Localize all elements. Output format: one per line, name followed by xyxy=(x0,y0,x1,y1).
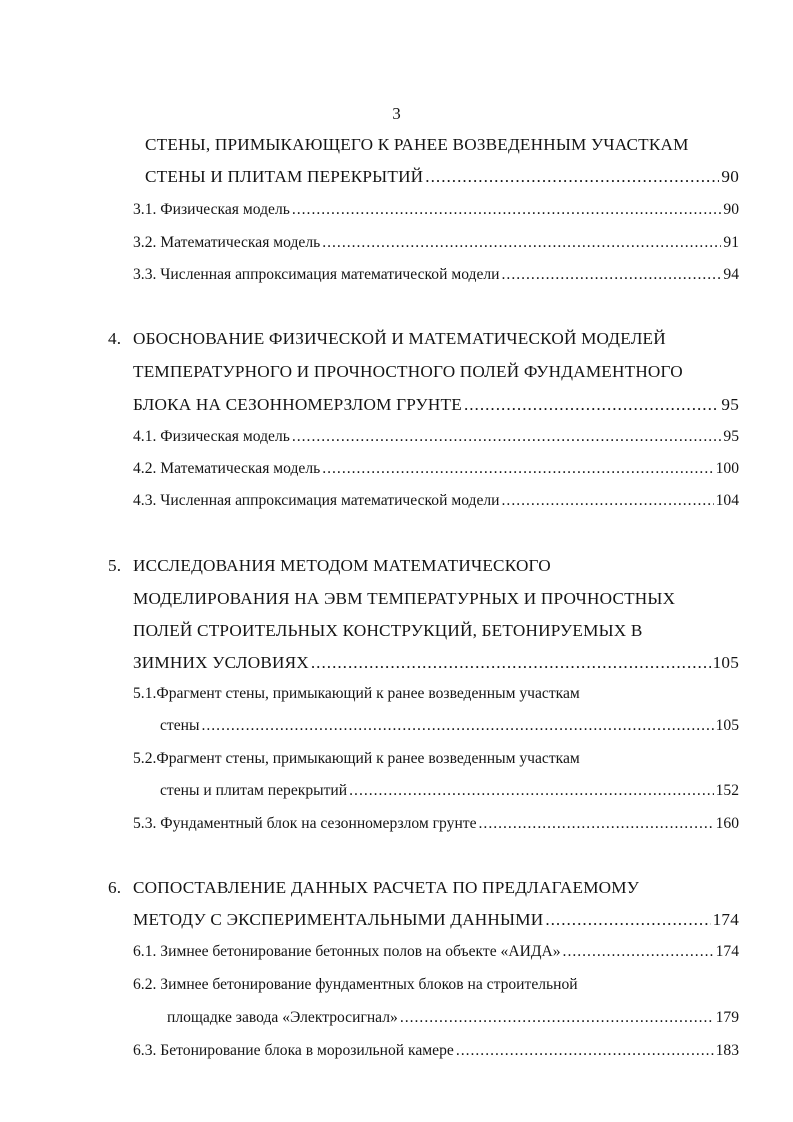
page-ref: 104 xyxy=(715,492,739,509)
toc-entry-5-2-line2 xyxy=(160,782,739,800)
toc-entry-s6-heading xyxy=(133,910,739,930)
page-ref: 174 xyxy=(712,910,739,929)
dot-leader xyxy=(563,943,714,961)
entry-number: 4.3. xyxy=(133,492,157,509)
dot-leader xyxy=(479,815,714,833)
s3-heading-line2: СТЕНЫ И ПЛИТАМ ПЕРЕКРЫТИЙ xyxy=(145,167,424,186)
s5-heading-line2: МОДЕЛИРОВАНИЯ НА ЭВМ ТЕМПЕРАТУРНЫХ И ПРОЧНОСТНЫХ xyxy=(133,589,676,608)
toc-entry-5-3 xyxy=(133,815,739,833)
toc-entry-4-2 xyxy=(133,460,739,478)
dot-leader xyxy=(322,460,713,478)
toc-entry-4-3 xyxy=(133,492,739,510)
dot-leader xyxy=(400,1009,714,1027)
entry-number: 4.2. xyxy=(133,460,157,477)
entry-number: 3.2. xyxy=(133,234,157,251)
dot-leader xyxy=(545,910,710,930)
s5-heading-line4: ЗИМНИХ УСЛОВИЯХ xyxy=(133,653,309,672)
s6-heading-line2: МЕТОДУ С ЭКСПЕРИМЕНТАЛЬНЫМИ ДАННЫМИ xyxy=(133,910,544,929)
page-ref: 90 xyxy=(721,167,739,186)
page-ref: 183 xyxy=(715,1042,739,1059)
s5-heading-line3: ПОЛЕЙ СТРОИТЕЛЬНЫХ КОНСТРУКЦИЙ, БЕТОНИРУЕМЫХ В xyxy=(133,621,643,640)
entry-title: Математическая модель xyxy=(160,234,321,251)
toc-entry-6-3 xyxy=(133,1042,739,1060)
toc-entry-s5-heading xyxy=(133,653,739,673)
toc-entry-3-1 xyxy=(133,201,739,219)
section-number: 6. xyxy=(108,878,122,897)
s4-heading-line2: ТЕМПЕРАТУРНОГО И ПРОЧНОСТНОГО ПОЛЕЙ ФУНДАМЕНТНОГО xyxy=(133,362,683,381)
page-ref: 95 xyxy=(721,395,739,414)
toc-entry-4-1 xyxy=(133,428,739,446)
entry-title: Зимнее бетонирование фундаментных блоков на строительной xyxy=(160,976,578,993)
entry-number: 3.3. xyxy=(133,266,157,283)
entry-title: Физическая модель xyxy=(160,428,290,445)
dot-leader xyxy=(322,234,721,252)
s4-heading-line3: БЛОКА НА СЕЗОННОМЕРЗЛОМ ГРУНТЕ xyxy=(133,395,462,414)
entry-number: 5.1. xyxy=(133,685,157,702)
entry-title: Фрагмент стены, примыкающий к ранее возведенным участкам xyxy=(156,750,580,767)
page-ref: 94 xyxy=(723,266,739,283)
toc-entry-s4-heading xyxy=(133,395,739,415)
dot-leader xyxy=(502,266,722,284)
entry-number: 6.1. xyxy=(133,943,157,960)
toc-entry-3-3 xyxy=(133,266,739,284)
page-ref: 160 xyxy=(715,815,739,832)
dot-leader xyxy=(201,717,713,735)
toc-entry-3-2 xyxy=(133,234,739,252)
section-number: 4. xyxy=(108,329,122,348)
s4-heading-line1: 4. ОБОСНОВАНИЕ ФИЗИЧЕСКОЙ И МАТЕМАТИЧЕСКОЙ МОДЕЛЕЙ xyxy=(108,329,666,348)
entry-title: Бетонирование блока в морозильной камере xyxy=(160,1042,454,1059)
page-ref: 105 xyxy=(715,717,739,734)
entry-number: 5.3. xyxy=(133,815,157,832)
entry-title: Численная аппроксимация математической модели xyxy=(160,266,500,283)
entry-number: 5.2. xyxy=(133,750,157,767)
toc-entry-5-1-line1 xyxy=(133,685,580,703)
entry-title: Физическая модель xyxy=(160,201,290,218)
toc-entry-6-2-line1 xyxy=(133,976,578,994)
dot-leader xyxy=(292,428,722,446)
s5-heading-line1: 5. ИССЛЕДОВАНИЯ МЕТОДОМ МАТЕМАТИЧЕСКОГО xyxy=(108,556,551,575)
toc-entry-5-1-line2 xyxy=(160,717,739,735)
dot-leader xyxy=(464,395,719,415)
page-ref: 174 xyxy=(715,943,739,960)
entry-title: Зимнее бетонирование бетонных полов на объекте «АИДА» xyxy=(160,943,561,960)
entry-number: 6.2. xyxy=(133,976,157,993)
entry-title: Математическая модель xyxy=(160,460,321,477)
page-number: 3 xyxy=(392,104,401,123)
dot-leader xyxy=(502,492,714,510)
toc-entry-6-1 xyxy=(133,943,739,961)
page-ref: 152 xyxy=(715,782,739,799)
toc-entry-5-2-line1 xyxy=(133,750,580,768)
toc-entry-6-2-line2 xyxy=(167,1009,739,1027)
entry-title: Численная аппроксимация математической модели xyxy=(160,492,500,509)
s3-heading-line1: СТЕНЫ, ПРИМЫКАЮЩЕГО К РАНЕЕ ВОЗВЕДЕННЫМ УЧАСТКАМ xyxy=(145,135,689,154)
page-ref: 95 xyxy=(723,428,739,445)
dot-leader xyxy=(456,1042,714,1060)
entry-number: 6.3. xyxy=(133,1042,157,1059)
dot-leader xyxy=(349,782,713,800)
section-number: 5. xyxy=(108,556,122,575)
toc-entry-s3-heading xyxy=(145,167,739,187)
page-ref: 105 xyxy=(712,653,739,672)
s6-heading-line1: 6. СОПОСТАВЛЕНИЕ ДАННЫХ РАСЧЕТА ПО ПРЕДЛАГАЕМОМУ xyxy=(108,878,640,897)
dot-leader xyxy=(425,167,719,187)
entry-title: Фрагмент стены, примыкающий к ранее возведенным участкам xyxy=(156,685,580,702)
entry-title-cont: стены xyxy=(160,717,200,734)
page-ref: 90 xyxy=(723,201,739,218)
dot-leader xyxy=(292,201,722,219)
entry-number: 4.1. xyxy=(133,428,157,445)
page-ref: 179 xyxy=(715,1009,739,1026)
entry-title: Фундаментный блок на сезонномерзлом грунте xyxy=(160,815,477,832)
dot-leader xyxy=(311,653,711,673)
entry-title-cont: стены и плитам перекрытий xyxy=(160,782,348,799)
page-ref: 91 xyxy=(723,234,739,251)
page-ref: 100 xyxy=(715,460,739,477)
entry-title-cont: площадке завода «Электросигнал» xyxy=(167,1009,398,1026)
entry-number: 3.1. xyxy=(133,201,157,218)
